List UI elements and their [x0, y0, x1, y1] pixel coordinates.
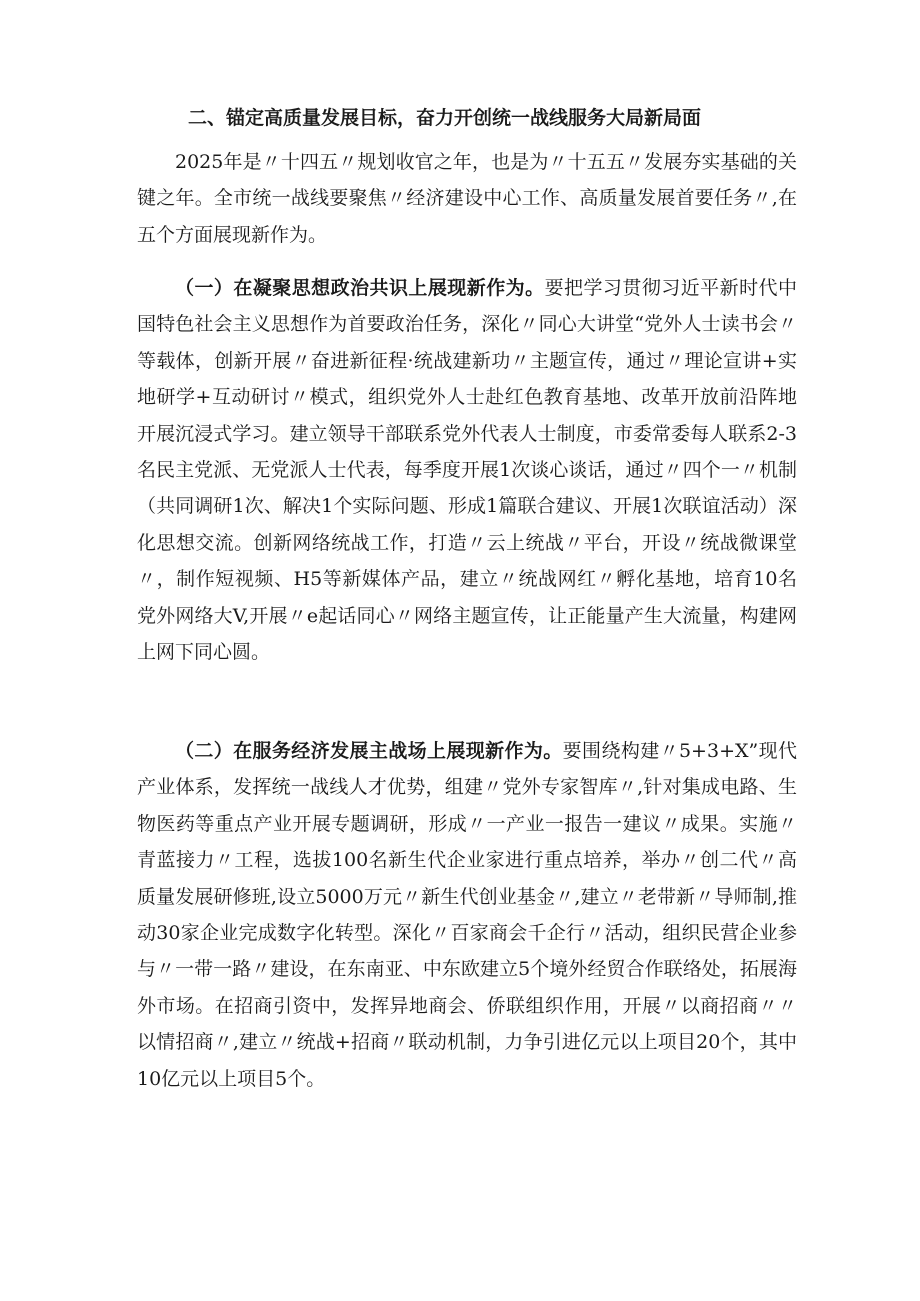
paragraph-text: 2025年是〃十四五〃规划收官之年，也是为〃十五五〃发展夯实基础的关键之年。全市统一战线要聚焦〃经济建设中心工作、高质量发展首要任务〃,在五个方面展现新作为。: [137, 151, 797, 246]
paragraph-lead: （二）在服务经济发展主战场上展现新作为。: [175, 740, 563, 762]
paragraph-section-1: [137, 270, 797, 670]
paragraph-text: 要围绕构建〃5+3+X”现代产业体系，发挥统一战线人才优势，组建〃党外专家智库〃,针对集成电路、生物医药等重点产业开展专题调研，形成〃一产业一报告一建议〃成果。实施〃青蓝接力〃工程，选拔100名新生代企业家进行重点培养，举办〃创二代〃高质量发展研修班,设立5000万元〃新生代创业基金〃,建立〃老带新〃导师制,推动30家企业完成数字化转型。深化〃百家商会千企行〃活动，组织民营企业参与〃一带一路〃建设，在东南亚、中东欧建立5个境外经贸合作联络处，拓展海外市场。在招商引资中，发挥异地商会、侨联组织作用，开展〃以商招商〃〃以情招商〃,建立〃统战+招商〃联动机制，力争引进亿元以上项目20个，其中10亿元以上项目5个。: [137, 740, 797, 1090]
paragraph-section-2: [137, 733, 797, 1097]
paragraph-lead: （一）在凝聚思想政治共识上展现新作为。: [175, 277, 545, 299]
paragraph-intro: [137, 144, 797, 253]
section-heading: 二、锚定高质量发展目标，奋力开创统一战线服务大局新局面: [188, 107, 702, 129]
paragraph-text: 要把学习贯彻习近平新时代中国特色社会主义思想作为首要政治任务，深化〃同心大讲堂“党外人士读书会〃等载体，创新开展〃奋进新征程·统战建新功〃主题宣传，通过〃理论宣讲+实地研学+互动研讨〃模式，组织党外人士赴红色教育基地、改革开放前沿阵地开展沉浸式学习。建立领导干部联系党外代表人士制度，市委常委每人联系2-3名民主党派、无党派人士代表，每季度开展1次谈心谈话，通过〃四个一〃机制（共同调研1次、解决1个实际问题、形成1篇联合建议、开展1次联谊活动）深化思想交流。创新网络统战工作，打造〃云上统战〃平台，开设〃统战微课堂〃，制作短视频、H5等新媒体产品，建立〃统战网红〃孵化基地，培育10名党外网络大V,开展〃e起话同心〃网络主题宣传，让正能量产生大流量，构建网上网下同心圆。: [137, 277, 797, 664]
